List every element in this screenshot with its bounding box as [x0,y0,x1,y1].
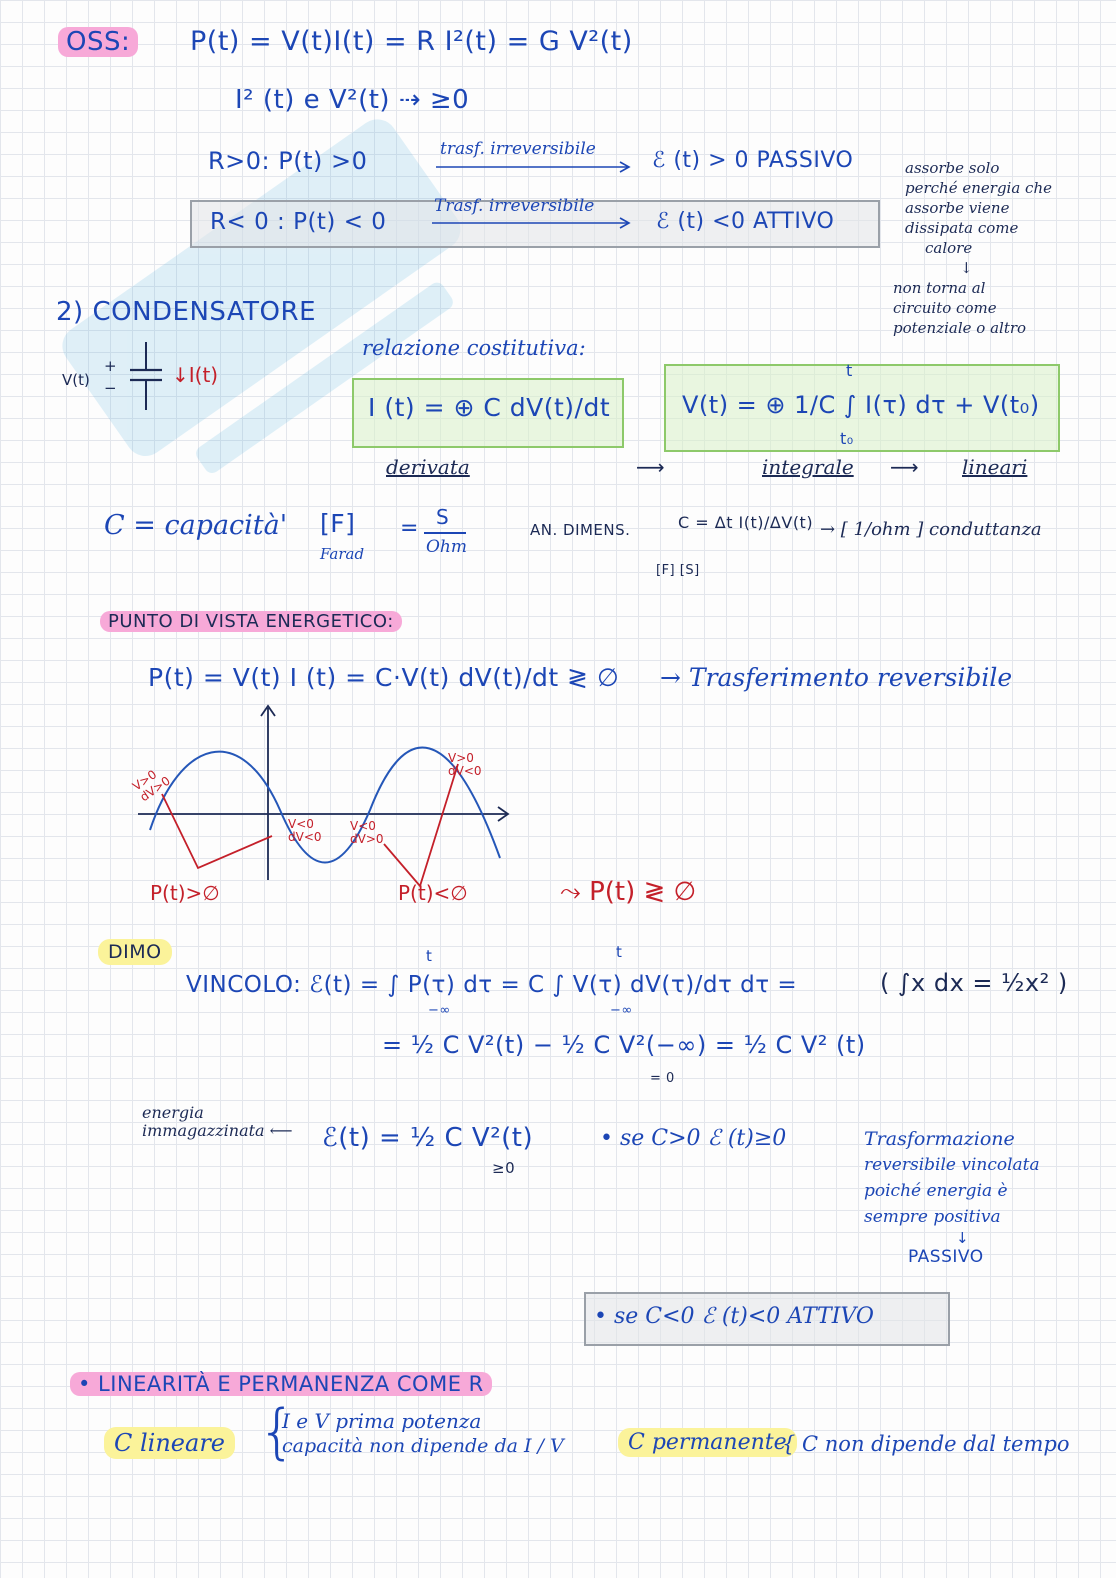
note-line: Trasformazione [864,1128,1015,1150]
linear-brace: { [258,1397,297,1467]
r-positive-result: ℰ (t) > 0 PASSIVO [652,148,854,173]
linear-condition-2: capacità non dipende da I / V [282,1435,564,1457]
note-line: calore [925,239,973,257]
integral-form-equation: V(t) = ⊕ 1/C ∫ I(τ) dτ + V(t₀) [682,391,1040,419]
permanent-capacitor-label: C permanente [618,1430,797,1455]
linear-capacitor-label: C lineare [104,1430,235,1458]
note-line: circuito come [893,299,997,317]
proof-label: DIMO [98,942,172,964]
dissipation-note [893,158,1105,338]
unit-equals: = [400,516,419,541]
note-line: PASSIVO [908,1247,984,1267]
power-equation: P(t) = V(t)I(t) = R I²(t) = G V²(t) [190,26,633,57]
capacitor-power-equation: P(t) = V(t) I (t) = C·V(t) dV(t)/dt ≷ ∅ [148,663,620,692]
capacitor-symbol-icon [124,340,168,412]
r-positive-statement: R>0: P(t) >0 [208,147,368,175]
capacitor-voltage-label: V(t) [62,371,90,389]
integral-bound-lower-1: −∞ [428,1003,451,1018]
note-line: poiché energia è [864,1181,1008,1201]
r-positive-arrow [436,160,636,174]
squares-nonnegative: I² (t) e V²(t) ⇢ ≥0 [235,85,470,115]
arrow-to-linear: ⟶ [890,455,919,479]
note-line: perché energia che [905,179,1052,197]
integration-hint: ( ∫x dx = ½x² ) [880,969,1068,997]
reversible-transfer-result: → Trasferimento reversibile [660,663,1013,692]
note-line: reversibile vincolata [864,1155,1040,1175]
constitutive-relation-label: relazione costitutiva: [362,336,586,360]
arrow-to-integral: ⟶ [636,455,665,479]
dimensional-analysis-equation: C = Δt I(t)/ΔV(t) [678,513,814,532]
dimensional-analysis-result: → [ 1/ohm ] conduttanza [820,519,1042,540]
linear-label: lineari [962,455,1028,479]
capacitor-plus: + [104,357,117,375]
note-line: assorbe viene [905,199,1010,217]
permanent-condition: { C non dipende dal tempo [782,1432,1070,1456]
linearity-title: • LINEARITÀ E PERMANENZA COME R [70,1372,492,1396]
integral-upper-bound: t [846,361,853,380]
positive-case-note [864,1126,1104,1268]
integral-label: integrale [762,455,854,479]
note-line: potenziale o altro [893,319,1027,337]
integral-lower-bound: t₀ [840,429,854,448]
r-negative-result: ℰ (t) <0 ATTIVO [656,209,835,234]
capacitor-minus: − [104,379,117,397]
power-sign-graph [130,700,520,890]
capacitor-current-label: ↓I(t) [172,363,219,387]
farad-unit-name: Farad [320,545,365,563]
positive-power-marker [162,794,272,868]
integral-bound-upper-2: t [616,943,623,961]
energy-integral-result: = ½ C V²(t) − ½ C V²(−∞) = ½ C V² (t) [382,1031,866,1059]
graph-label-mid2: V<0 dV>0 [350,819,384,846]
derivative-form-equation: I (t) = ⊕ C dV(t)/dt [368,393,611,422]
energy-constraint-equation: VINCOLO: ℰ(t) = ∫ P(τ) dτ = C ∫ V(τ) dV(τ)/dτ dτ = [186,972,798,998]
negative-power-label: P(t)<∅ [398,881,468,905]
unit-fraction-numerator: S [436,505,450,529]
integral-bound-upper-1: t [426,947,433,965]
note-line: ↓ [956,1229,969,1247]
capacitance-definition: C = capacità' [104,510,288,541]
condensatore-title: 2) CONDENSATORE [56,297,317,327]
note-line: ↓ [960,259,973,277]
stored-energy-equation: ℰ(t) = ½ C V²(t) [322,1123,534,1153]
oss-label: OSS: [58,28,138,58]
dimensional-analysis-label: AN. DIMENS. [530,521,631,539]
power-sign-result: ⤳ P(t) ≷ ∅ [560,877,697,907]
note-line: assorbe solo [905,159,1000,177]
r-positive-arrow-label: trasf. irreversibile [440,139,596,159]
farad-unit: [F] [320,509,356,538]
note-line: sempre positiva [864,1207,1001,1227]
positive-power-label: P(t)>∅ [150,881,220,905]
note-line: non torna al [893,279,986,297]
r-negative-arrow [432,216,636,230]
graph-label-mid1: V<0 dV<0 [288,817,322,844]
r-negative-statement: R< 0 : P(t) < 0 [210,209,387,235]
energetic-view-title: PUNTO DI VISTA ENERGETICO: [100,612,402,633]
r-negative-arrow-label: Trasf. irreversibile [434,196,595,216]
graph-label-left: V>0 dV>0 [129,767,173,805]
dimensional-analysis-units: [F] [S] [656,563,700,578]
derivative-label: derivata [386,455,470,479]
unit-fraction-denominator: Ohm [426,537,468,557]
graph-label-right: V>0 dV<0 [448,751,482,778]
negative-infinity-zero: = 0 [650,1071,675,1086]
stored-energy-label: energia immagazzinata ⟵ [142,1103,293,1140]
negative-power-marker [384,764,458,886]
negative-capacitance-case: • se C<0 ℰ (t)<0 ATTIVO [594,1304,874,1329]
note-line: dissipata come [905,219,1019,237]
integral-bound-lower-2: −∞ [610,1003,633,1018]
unit-fraction-bar [424,532,466,534]
positive-capacitance-case: • se C>0 ℰ (t)≥0 [600,1126,787,1151]
stored-energy-nonnegative: ≥0 [492,1159,516,1177]
linear-condition-1: I e V prima potenza [282,1409,482,1433]
